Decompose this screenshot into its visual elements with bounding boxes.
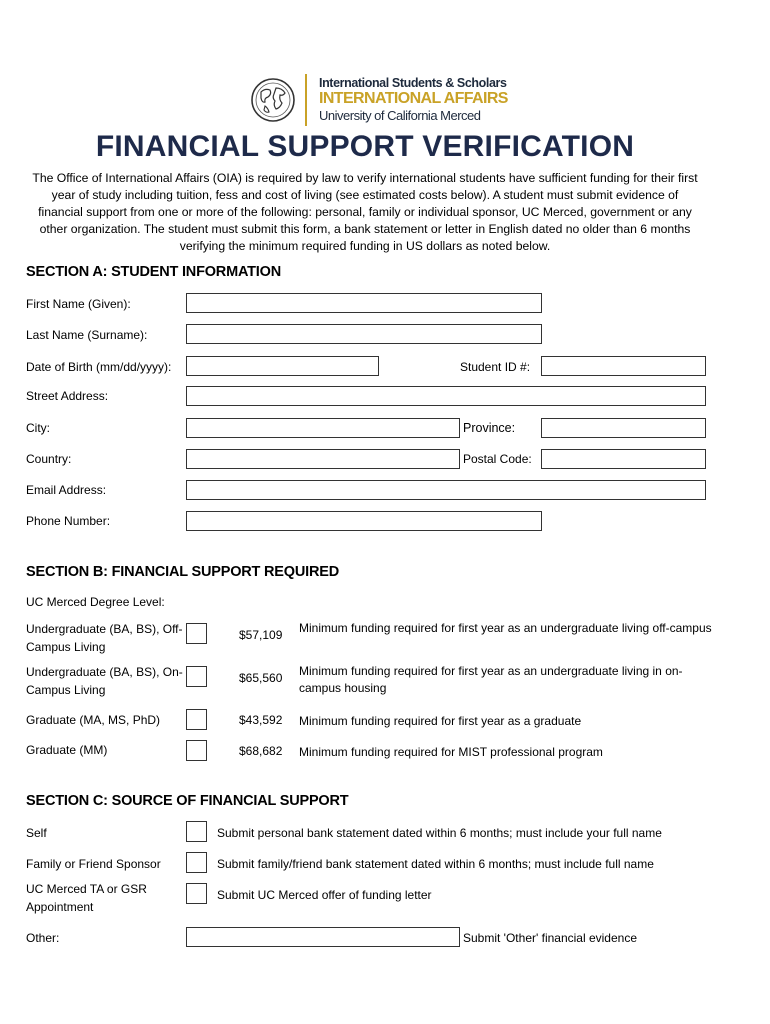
email-label: Email Address: xyxy=(26,483,107,497)
first-name-label: First Name (Given): xyxy=(26,297,131,311)
source-description: Submit family/friend bank statement dated within 6 months; must include full name xyxy=(217,857,654,871)
degree-price: $65,560 xyxy=(239,671,283,685)
source-description: Submit UC Merced offer of funding letter xyxy=(217,888,432,902)
source-checkbox-ta-gsr[interactable] xyxy=(186,883,207,904)
degree-option-label: Undergraduate (BA, BS), On-Campus Living xyxy=(26,665,183,697)
city-field[interactable] xyxy=(186,418,460,438)
postal-code-field[interactable] xyxy=(541,449,706,469)
email-field[interactable] xyxy=(186,480,706,500)
dob-field[interactable] xyxy=(186,356,379,376)
province-field[interactable] xyxy=(541,418,706,438)
degree-description: Minimum funding required for first year as a graduate xyxy=(299,714,582,728)
degree-checkbox-graduate[interactable] xyxy=(186,709,207,730)
oia-logo xyxy=(249,72,508,128)
section-c-heading: SECTION C: SOURCE OF FINANCIAL SUPPORT xyxy=(26,793,349,809)
student-id-label: Student ID #: xyxy=(460,360,531,374)
logo-line3: University of California Merced xyxy=(319,108,481,123)
postal-code-label: Postal Code: xyxy=(463,452,532,466)
degree-price: $57,109 xyxy=(239,628,283,642)
degree-level-label: UC Merced Degree Level: xyxy=(26,595,165,609)
degree-option-label: Graduate (MA, MS, PhD) xyxy=(26,713,161,727)
section-a-heading: SECTION A: STUDENT INFORMATION xyxy=(26,264,281,280)
section-b-heading: SECTION B: FINANCIAL SUPPORT REQUIRED xyxy=(26,564,339,580)
globe-icon xyxy=(249,76,297,124)
degree-checkbox-mm[interactable] xyxy=(186,740,207,761)
source-label: UC Merced TA or GSR Appointment xyxy=(26,882,147,914)
degree-option-label: Undergraduate (BA, BS), Off-Campus Living xyxy=(26,622,183,654)
country-field[interactable] xyxy=(186,449,460,469)
degree-description: Minimum funding required for first year as an undergraduate living in on-campus housing xyxy=(299,664,683,695)
last-name-field[interactable] xyxy=(186,324,542,344)
dob-label: Date of Birth (mm/dd/yyyy): xyxy=(26,360,172,374)
logo-line1: International Students & Scholars xyxy=(319,76,507,90)
country-label: Country: xyxy=(26,452,72,466)
source-label: Self xyxy=(26,826,47,840)
other-source-field[interactable] xyxy=(186,927,460,947)
other-description: Submit 'Other' financial evidence xyxy=(463,931,638,945)
other-label: Other: xyxy=(26,931,60,945)
logo-line2: INTERNATIONAL AFFAIRS xyxy=(319,90,508,107)
intro-paragraph: The Office of International Affairs (OIA) is required by law to verify international students have sufficient funding for their first year of study including tuition, fess and cost of living (see estimated costs below). A student must submit evidence of financial support from one or more of the following: personal, family or individual sponsor, UC Merced, government or any other organization. The student must submit this form, a bank statement or letter in English dated no older than 6 months verifying the minimum required funding in US dollars as noted below. xyxy=(32,171,698,253)
street-address-label: Street Address: xyxy=(26,389,109,403)
logo-divider xyxy=(305,74,307,126)
source-checkbox-self[interactable] xyxy=(186,821,207,842)
source-label: Family or Friend Sponsor xyxy=(26,857,161,871)
degree-description: Minimum funding required for first year as an undergraduate living off-campus xyxy=(299,621,712,635)
source-checkbox-family[interactable] xyxy=(186,852,207,873)
student-id-field[interactable] xyxy=(541,356,706,376)
page-title: FINANCIAL SUPPORT VERIFICATION xyxy=(95,130,635,163)
first-name-field[interactable] xyxy=(186,293,542,313)
degree-price: $43,592 xyxy=(239,713,283,727)
source-description: Submit personal bank statement dated within 6 months; must include your full name xyxy=(217,826,662,840)
degree-price: $68,682 xyxy=(239,744,283,758)
city-label: City: xyxy=(26,421,50,435)
degree-description: Minimum funding required for MIST professional program xyxy=(299,745,603,759)
last-name-label: Last Name (Surname): xyxy=(26,328,148,342)
degree-checkbox-ug-off-campus[interactable] xyxy=(186,623,207,644)
phone-field[interactable] xyxy=(186,511,542,531)
degree-option-label: Graduate (MM) xyxy=(26,743,108,757)
province-label: Province: xyxy=(463,421,516,435)
phone-label: Phone Number: xyxy=(26,514,111,528)
degree-checkbox-ug-on-campus[interactable] xyxy=(186,666,207,687)
street-address-field[interactable] xyxy=(186,386,706,406)
